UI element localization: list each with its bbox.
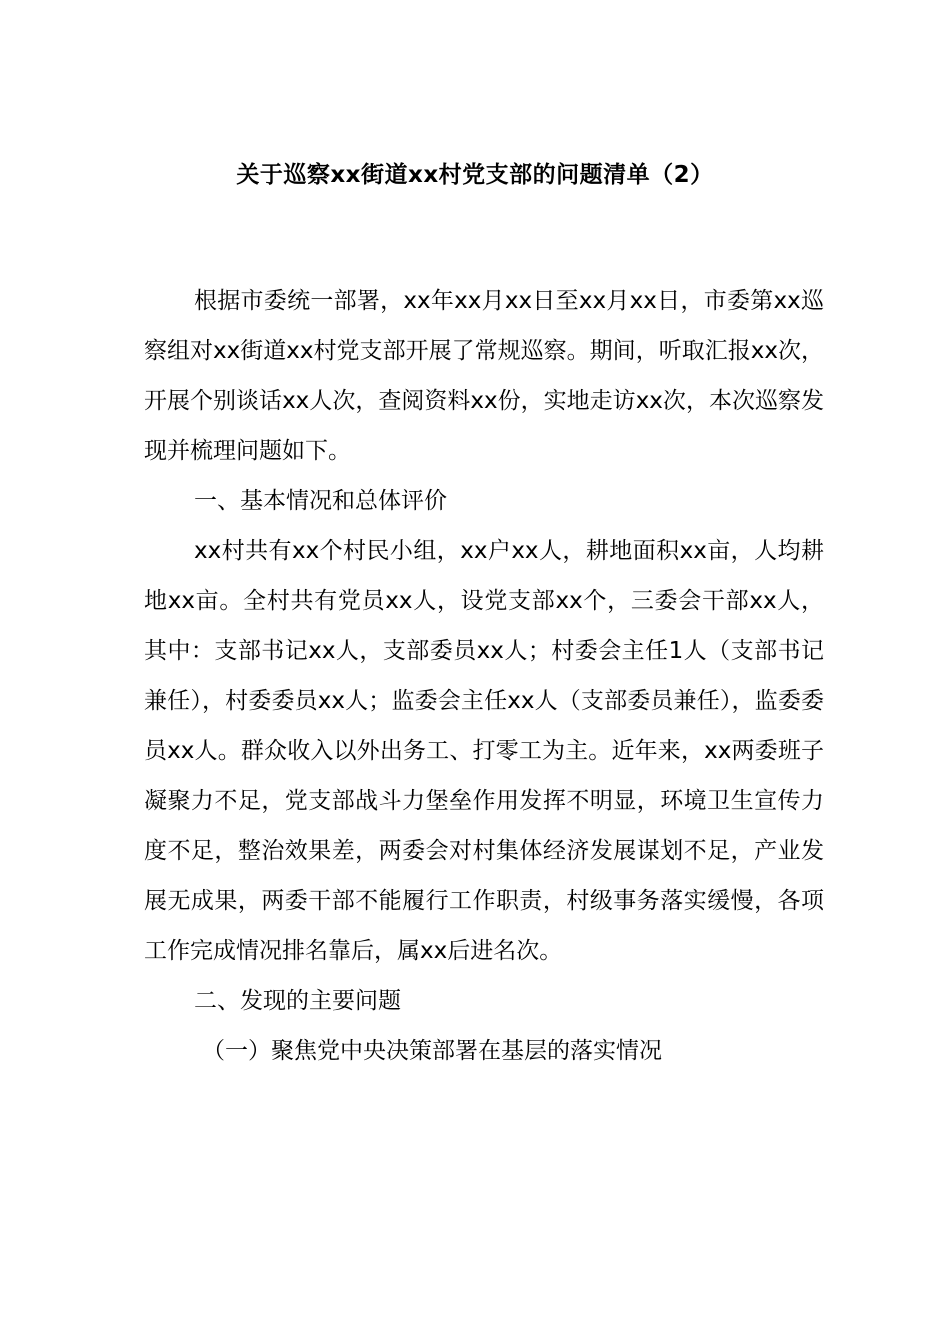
section-heading-basic-info: 一、基本情况和总体评价 — [194, 488, 447, 514]
basic-info-paragraph: xx村共有xx个村民小组，xx户xx人，耕地面积xx亩，人均耕地xx亩。全村共有党员xx人，设党支部xx个，三委会干部xx人，其中：支部书记xx人，支部委员xx人；村委会主任1人（支部书记兼任），村委委员xx人；监委会主任xx人（支部委员兼任），监委委员xx人。群众收入以外出务工、打零工为主。近年来，xx两委班子凝聚力不足，党支部战斗力堡垒作用发挥不明显，环境卫生宣传力度不足，整治效果差，两委会对村集体经济发展谋划不足，产业发展无成果，两委干部不能履行工作职责，村级事务落实缓慢，各项工作完成情况排名靠后，属xx后进名次。 — [144, 538, 824, 964]
subsection-heading-implementation: （一）聚焦党中央决策部署在基层的落实情况 — [202, 1038, 662, 1064]
document-body — [144, 276, 824, 1076]
document-title: 关于巡察xx街道xx村党支部的问题清单（2） — [236, 162, 714, 188]
section-heading-main-issues: 二、发现的主要问题 — [194, 988, 401, 1014]
intro-paragraph: 根据市委统一部署，xx年xx月xx日至xx月xx日，市委第xx巡察组对xx街道xx村党支部开展了常规巡察。期间，听取汇报xx次，开展个别谈话xx人次，查阅资料xx份，实地走访xx次，本次巡察发现并梳理问题如下。 — [144, 288, 824, 464]
